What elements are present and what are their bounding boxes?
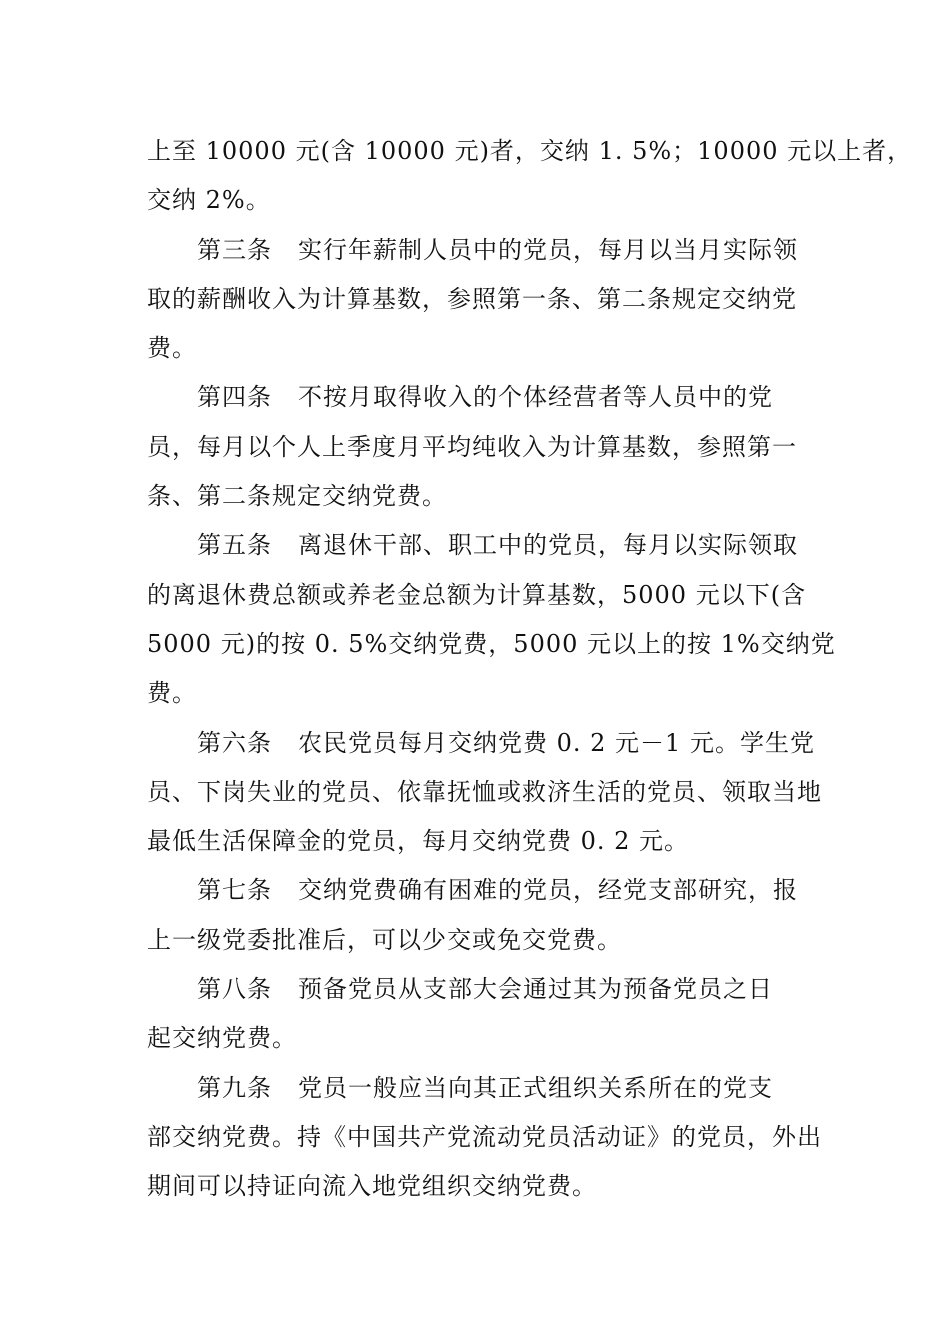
paragraph-line: 费。	[147, 334, 197, 363]
paragraph-line: 员，每月以个人上季度月平均纯收入为计算基数，参照第一	[147, 432, 797, 461]
paragraph-line: 实行年薪制人员中的党员，每月以当月实际领	[298, 235, 798, 264]
article-number: 第九条	[197, 1073, 272, 1102]
paragraph-line: 离退休干部、职工中的党员，每月以实际领取	[298, 531, 798, 560]
paragraph-line: 党员一般应当向其正式组织关系所在的党支	[298, 1073, 773, 1102]
article-8	[147, 965, 837, 1064]
paragraph-line: 交纳党费确有困难的党员，经党支部研究，报	[298, 876, 798, 905]
article-number: 第四条	[197, 383, 272, 412]
paragraph-line: 取的薪酬收入为计算基数，参照第一条、第二条规定交纳党	[147, 284, 797, 313]
paragraph-line: 起交纳党费。	[147, 1024, 297, 1053]
article-number: 第六条	[197, 728, 272, 757]
document-page	[147, 127, 913, 1212]
article-9	[147, 1064, 837, 1212]
article-number: 第七条	[197, 876, 272, 905]
paragraph-line: 5000 元)的按 0. 5%交纳党费，5000 元以上的按 1%交纳党	[147, 629, 836, 658]
paragraph-line: 的离退休费总额或养老金总额为计算基数，5000 元以下(含	[147, 580, 807, 609]
paragraph-line: 上至 10000 元(含 10000 元)者，交纳 1. 5%；10000 元以上者，	[147, 137, 913, 165]
paragraph-line: 上一级党委批准后，可以少交或免交党费。	[147, 925, 622, 954]
article-6	[147, 719, 837, 867]
paragraph-line: 不按月取得收入的个体经营者等人员中的党	[298, 383, 773, 412]
article-5	[147, 521, 837, 718]
paragraph-line: 农民党员每月交纳党费 0. 2 元－1 元。学生党	[298, 728, 815, 757]
paragraph-line: 交纳 2%。	[147, 186, 271, 215]
article-4	[147, 373, 837, 521]
paragraph-continuation	[147, 127, 913, 226]
paragraph-line: 最低生活保障金的党员，每月交纳党费 0. 2 元。	[147, 827, 690, 856]
paragraph-line: 费。	[147, 679, 197, 708]
paragraph-line: 预备党员从支部大会通过其为预备党员之日	[298, 975, 773, 1004]
article-number: 第三条	[197, 235, 272, 264]
paragraph-line: 员、下岗失业的党员、依靠抚恤或救济生活的党员、领取当地	[147, 777, 822, 806]
paragraph-line: 部交纳党费。持《中国共产党流动党员活动证》的党员，外出	[147, 1122, 822, 1151]
paragraph-line: 期间可以持证向流入地党组织交纳党费。	[147, 1172, 597, 1201]
article-number: 第八条	[197, 975, 272, 1004]
article-3	[147, 226, 837, 374]
article-7	[147, 866, 837, 965]
paragraph-line: 条、第二条规定交纳党费。	[147, 482, 447, 511]
article-number: 第五条	[197, 531, 272, 560]
